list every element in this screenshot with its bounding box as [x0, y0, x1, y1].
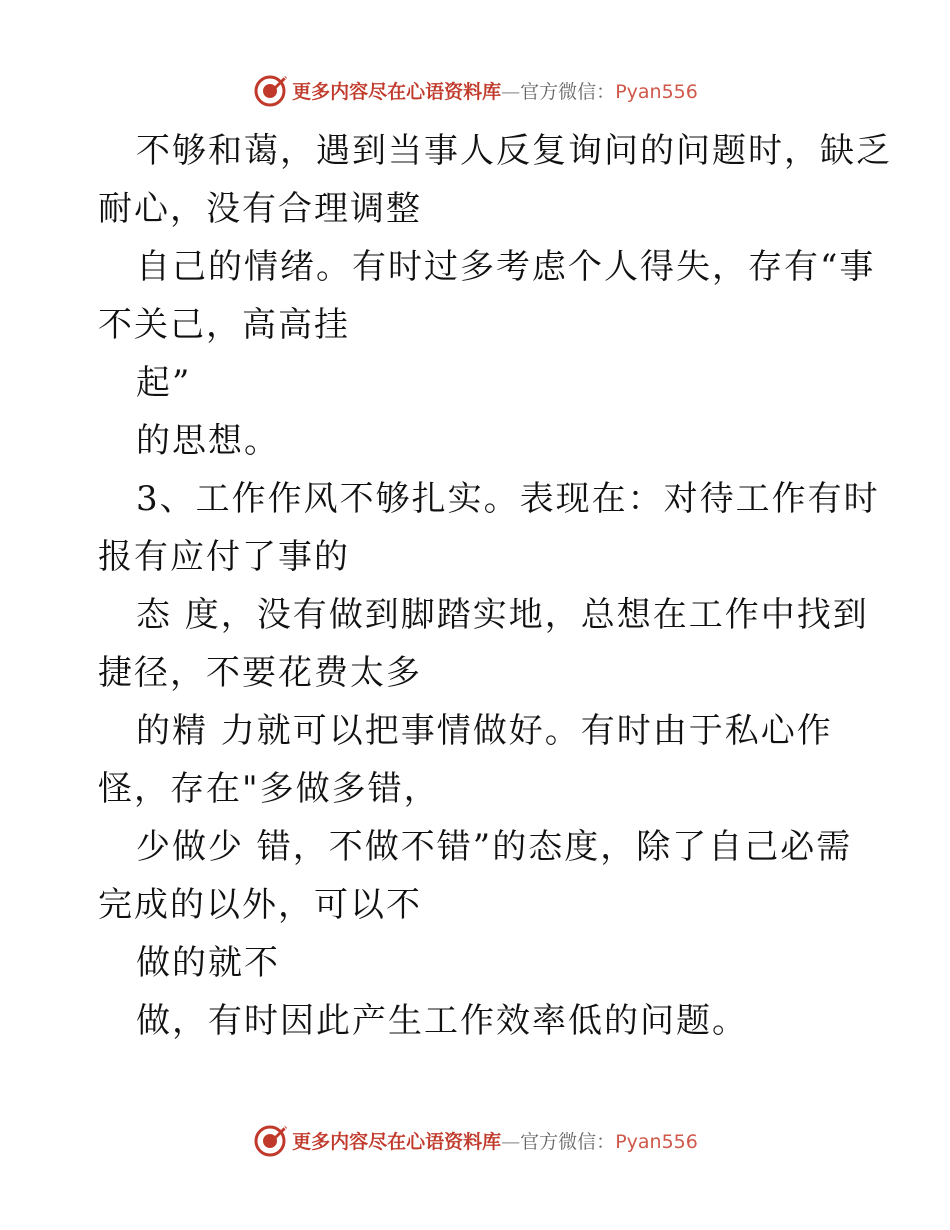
body-line: 做的就不 — [136, 943, 280, 983]
body-line: 怪，存在"多做多错， — [98, 769, 440, 809]
body-line: 起” — [136, 363, 192, 403]
footer-watermark — [0, 1120, 950, 1160]
pen-logo-icon — [252, 72, 288, 108]
pen-logo-icon — [252, 1122, 288, 1158]
watermark-wechat-label: 官方微信： — [520, 80, 616, 103]
watermark-separator: — — [501, 1130, 521, 1153]
body-line: 不关己，高高挂 — [98, 305, 350, 345]
body-line: 报有应付了事的 — [98, 537, 350, 577]
watermark-account: Pyan556 — [615, 80, 698, 103]
body-line: 少做少 错，不做不错”的态度，除了自己必需 — [136, 827, 853, 867]
body-line: 捷径，不要花费太多 — [98, 653, 422, 693]
document-body — [98, 122, 898, 1050]
body-line: 耐心，没有合理调整 — [98, 189, 422, 229]
header-watermark — [0, 70, 950, 110]
watermark-wechat-label: 官方微信： — [520, 1130, 616, 1153]
body-line: 态 度，没有做到脚踏实地，总想在工作中找到 — [136, 595, 869, 635]
watermark-separator: — — [501, 80, 521, 103]
body-line: 自己的情绪。有时过多考虑个人得失，存有“事 — [136, 247, 876, 287]
body-line: 3、工作作风不够扎实。表现在：对待工作有时 — [136, 479, 880, 519]
watermark-site-text: 更多内容尽在心语资料库 — [292, 80, 502, 103]
watermark-account: Pyan556 — [615, 1130, 698, 1153]
body-line: 的精 力就可以把事情做好。有时由于私心作 — [136, 711, 833, 751]
body-line: 不够和蔼，遇到当事人反复询问的问题时，缺乏 — [136, 131, 892, 171]
body-line: 做，有时因此产生工作效率低的问题。 — [136, 1001, 748, 1041]
body-line: 完成的以外，可以不 — [98, 885, 422, 925]
body-line: 的思想。 — [136, 421, 280, 461]
watermark-site-text: 更多内容尽在心语资料库 — [292, 1130, 502, 1153]
